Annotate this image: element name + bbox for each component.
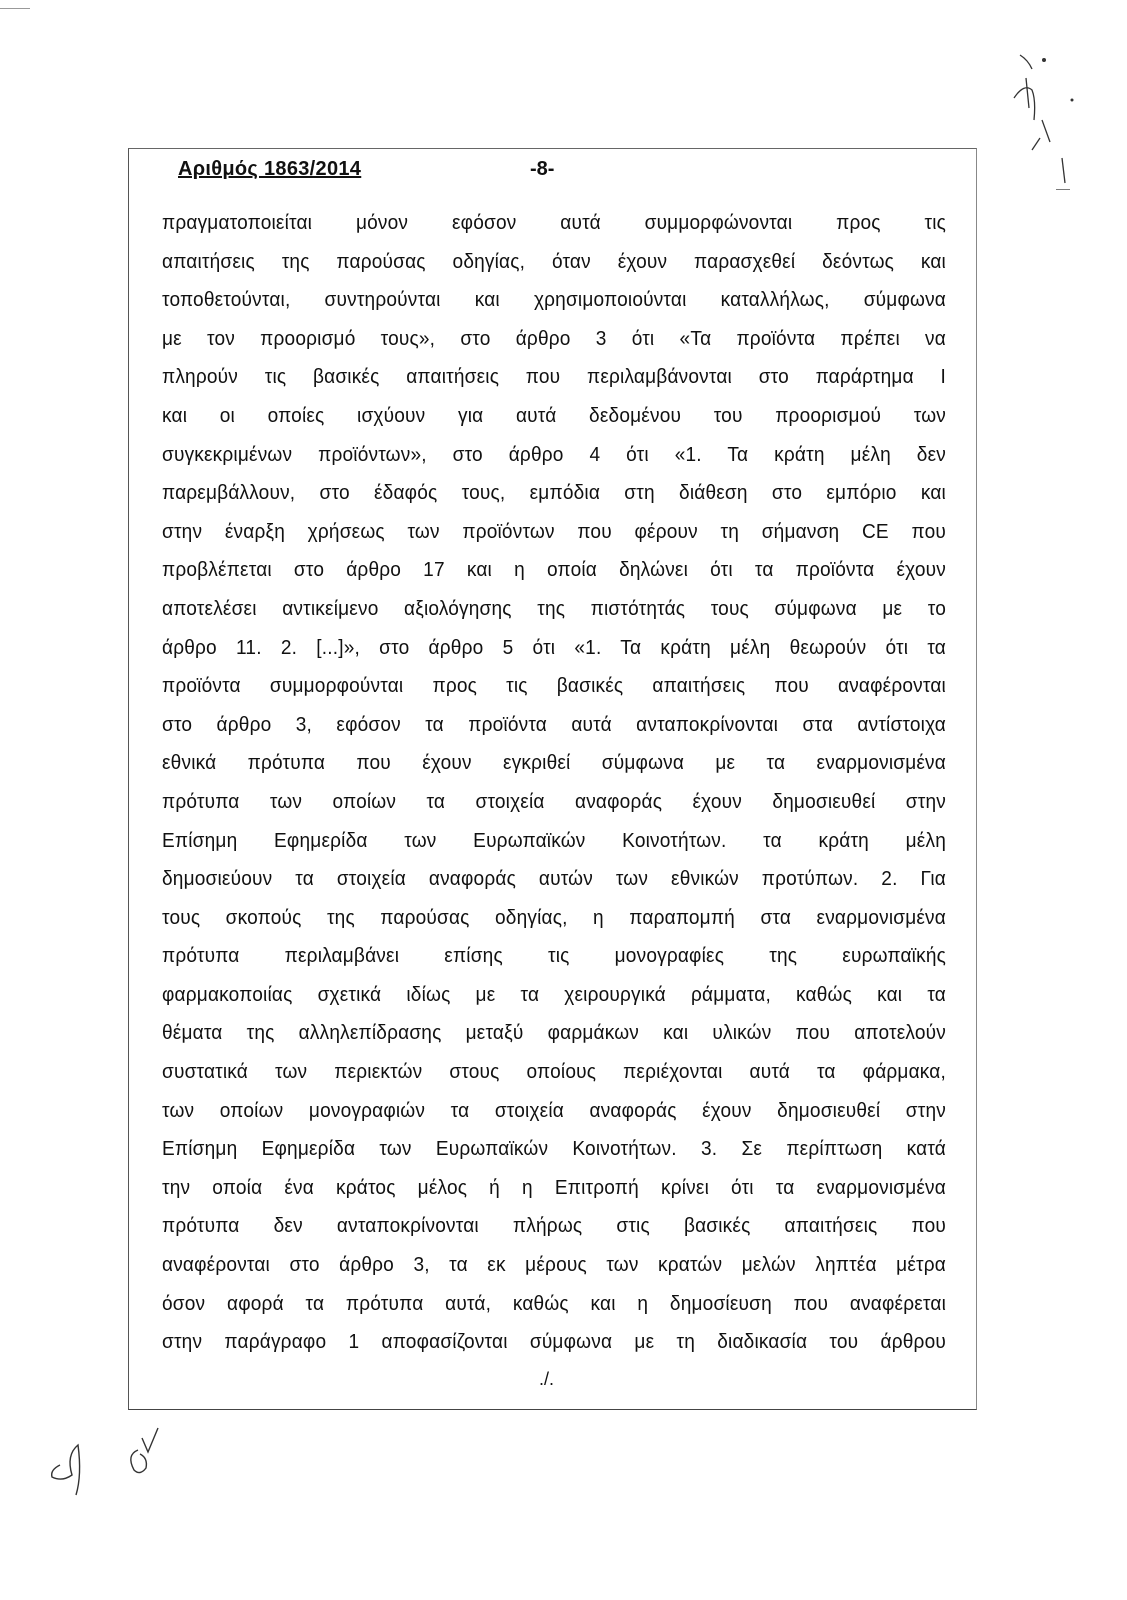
text-line: αναφέρονται στο άρθρο 3, τα εκ μέρους των κρατών μελών ληπτέα μέτρα — [162, 1253, 946, 1277]
text-line: δημοσιεύουν τα στοιχεία αναφοράς αυτών των εθνικών προτύπων. 2. Για — [162, 867, 946, 891]
text-line: συστατικά των περιεκτών στους οποίους περιέχονται αυτά τα φάρμακα, — [162, 1060, 946, 1084]
text-line: πρότυπα περιλαμβάνει επίσης τις μονογραφίες της ευρωπαϊκής — [162, 944, 946, 968]
text-line: την οποία ένα κράτος μέλος ή η Επιτροπή κρίνει ότι τα εναρμονισμένα — [162, 1175, 946, 1199]
text-line: φαρμακοποιίας σχετικά ιδίως με τα χειρουργικά ράμματα, καθώς και τα — [162, 982, 946, 1006]
text-line: άρθρο 11. 2. [...]», στο άρθρο 5 ότι «1. Τα κράτη μέλη θεωρούν ότι τα — [162, 635, 946, 659]
text-line: με τον προορισμό τους», στο άρθρο 3 ότι «Τα προϊόντα πρέπει να — [162, 326, 946, 350]
page-number: -8- — [530, 158, 555, 180]
text-line: στην παράγραφο 1 αποφασίζονται σύμφωνα με τη διαδικασία του άρθρου — [162, 1330, 946, 1354]
text-line: στην έναρξη χρήσεως των προϊόντων που φέρουν τη σήμανση CE που — [162, 519, 946, 543]
document-body — [162, 204, 946, 1362]
text-line: αποτελέσει αντικείμενο αξιολόγησης της πιστότητάς τους σύμφωνα με το — [162, 596, 946, 620]
handwritten-initials-top-right-icon — [1000, 20, 1100, 190]
text-line: και οι οποίες ισχύουν για αυτά δεδομένου του προορισμού των — [162, 403, 946, 427]
scan-edge-mark — [0, 8, 30, 9]
text-line: θέματα της αλληλεπίδρασης μεταξύ φαρμάκων και υλικών που αποτελούν — [162, 1021, 946, 1045]
text-line: προϊόντα συμμορφούνται προς τις βασικές απαιτήσεις που αναφέρονται — [162, 674, 946, 698]
case-number: Αριθμός 1863/2014 — [178, 158, 362, 180]
text-line: πρότυπα δεν ανταποκρίνονται πλήρως στις βασικές απαιτήσεις που — [162, 1214, 946, 1238]
text-line: στο άρθρο 3, εφόσον τα προϊόντα αυτά ανταποκρίνονται στα αντίστοιχα — [162, 712, 946, 736]
text-line: παρεμβάλλουν, στο έδαφός τους, εμπόδια στη διάθεση στο εμπόριο και — [162, 481, 946, 505]
text-line: Επίσημη Εφημερίδα των Ευρωπαϊκών Κοινοτήτων. 3. Σε περίπτωση κατά — [162, 1137, 946, 1161]
text-line: απαιτήσεις της παρούσας οδηγίας, όταν έχουν παρασχεθεί δεόντως και — [162, 249, 946, 273]
text-line: πραγματοποιείται μόνον εφόσον αυτά συμμορφώνονται προς τις — [162, 211, 946, 234]
text-line: πρότυπα των οποίων τα στοιχεία αναφοράς έχουν δημοσιευθεί στην — [162, 789, 946, 813]
text-line: τους σκοπούς της παρούσας οδηγίας, η παραπομπή στα εναρμονισμένα — [162, 905, 946, 929]
text-line: εθνικά πρότυπα που έχουν εγκριθεί σύμφωνα με τα εναρμονισμένα — [162, 751, 946, 775]
text-line: όσον αφορά τα πρότυπα αυτά, καθώς και η δημοσίευση που αναφέρεται — [162, 1291, 946, 1315]
handwritten-signature-icon — [30, 1420, 190, 1500]
text-line: Επίσημη Εφημερίδα των Ευρωπαϊκών Κοινοτήτων. τα κράτη μέλη — [162, 828, 946, 852]
text-line: συγκεκριμένων προϊόντων», στο άρθρο 4 ότι «1. Τα κράτη μέλη δεν — [162, 442, 946, 466]
text-line: προβλέπεται στο άρθρο 17 και η οποία δηλώνει ότι τα προϊόντα έχουν — [162, 558, 946, 582]
text-line: των οποίων μονογραφιών τα στοιχεία αναφοράς έχουν δημοσιευθεί στην — [162, 1098, 946, 1122]
text-line: τοποθετούνται, συντηρούνται και χρησιμοποιούνται καταλλήλως, σύμφωνα — [162, 288, 946, 312]
text-line: πληρούν τις βασικές απαιτήσεις που περιλαμβάνονται στο παράρτημα I — [162, 365, 946, 389]
continuation-mark: ./. — [539, 1369, 555, 1389]
